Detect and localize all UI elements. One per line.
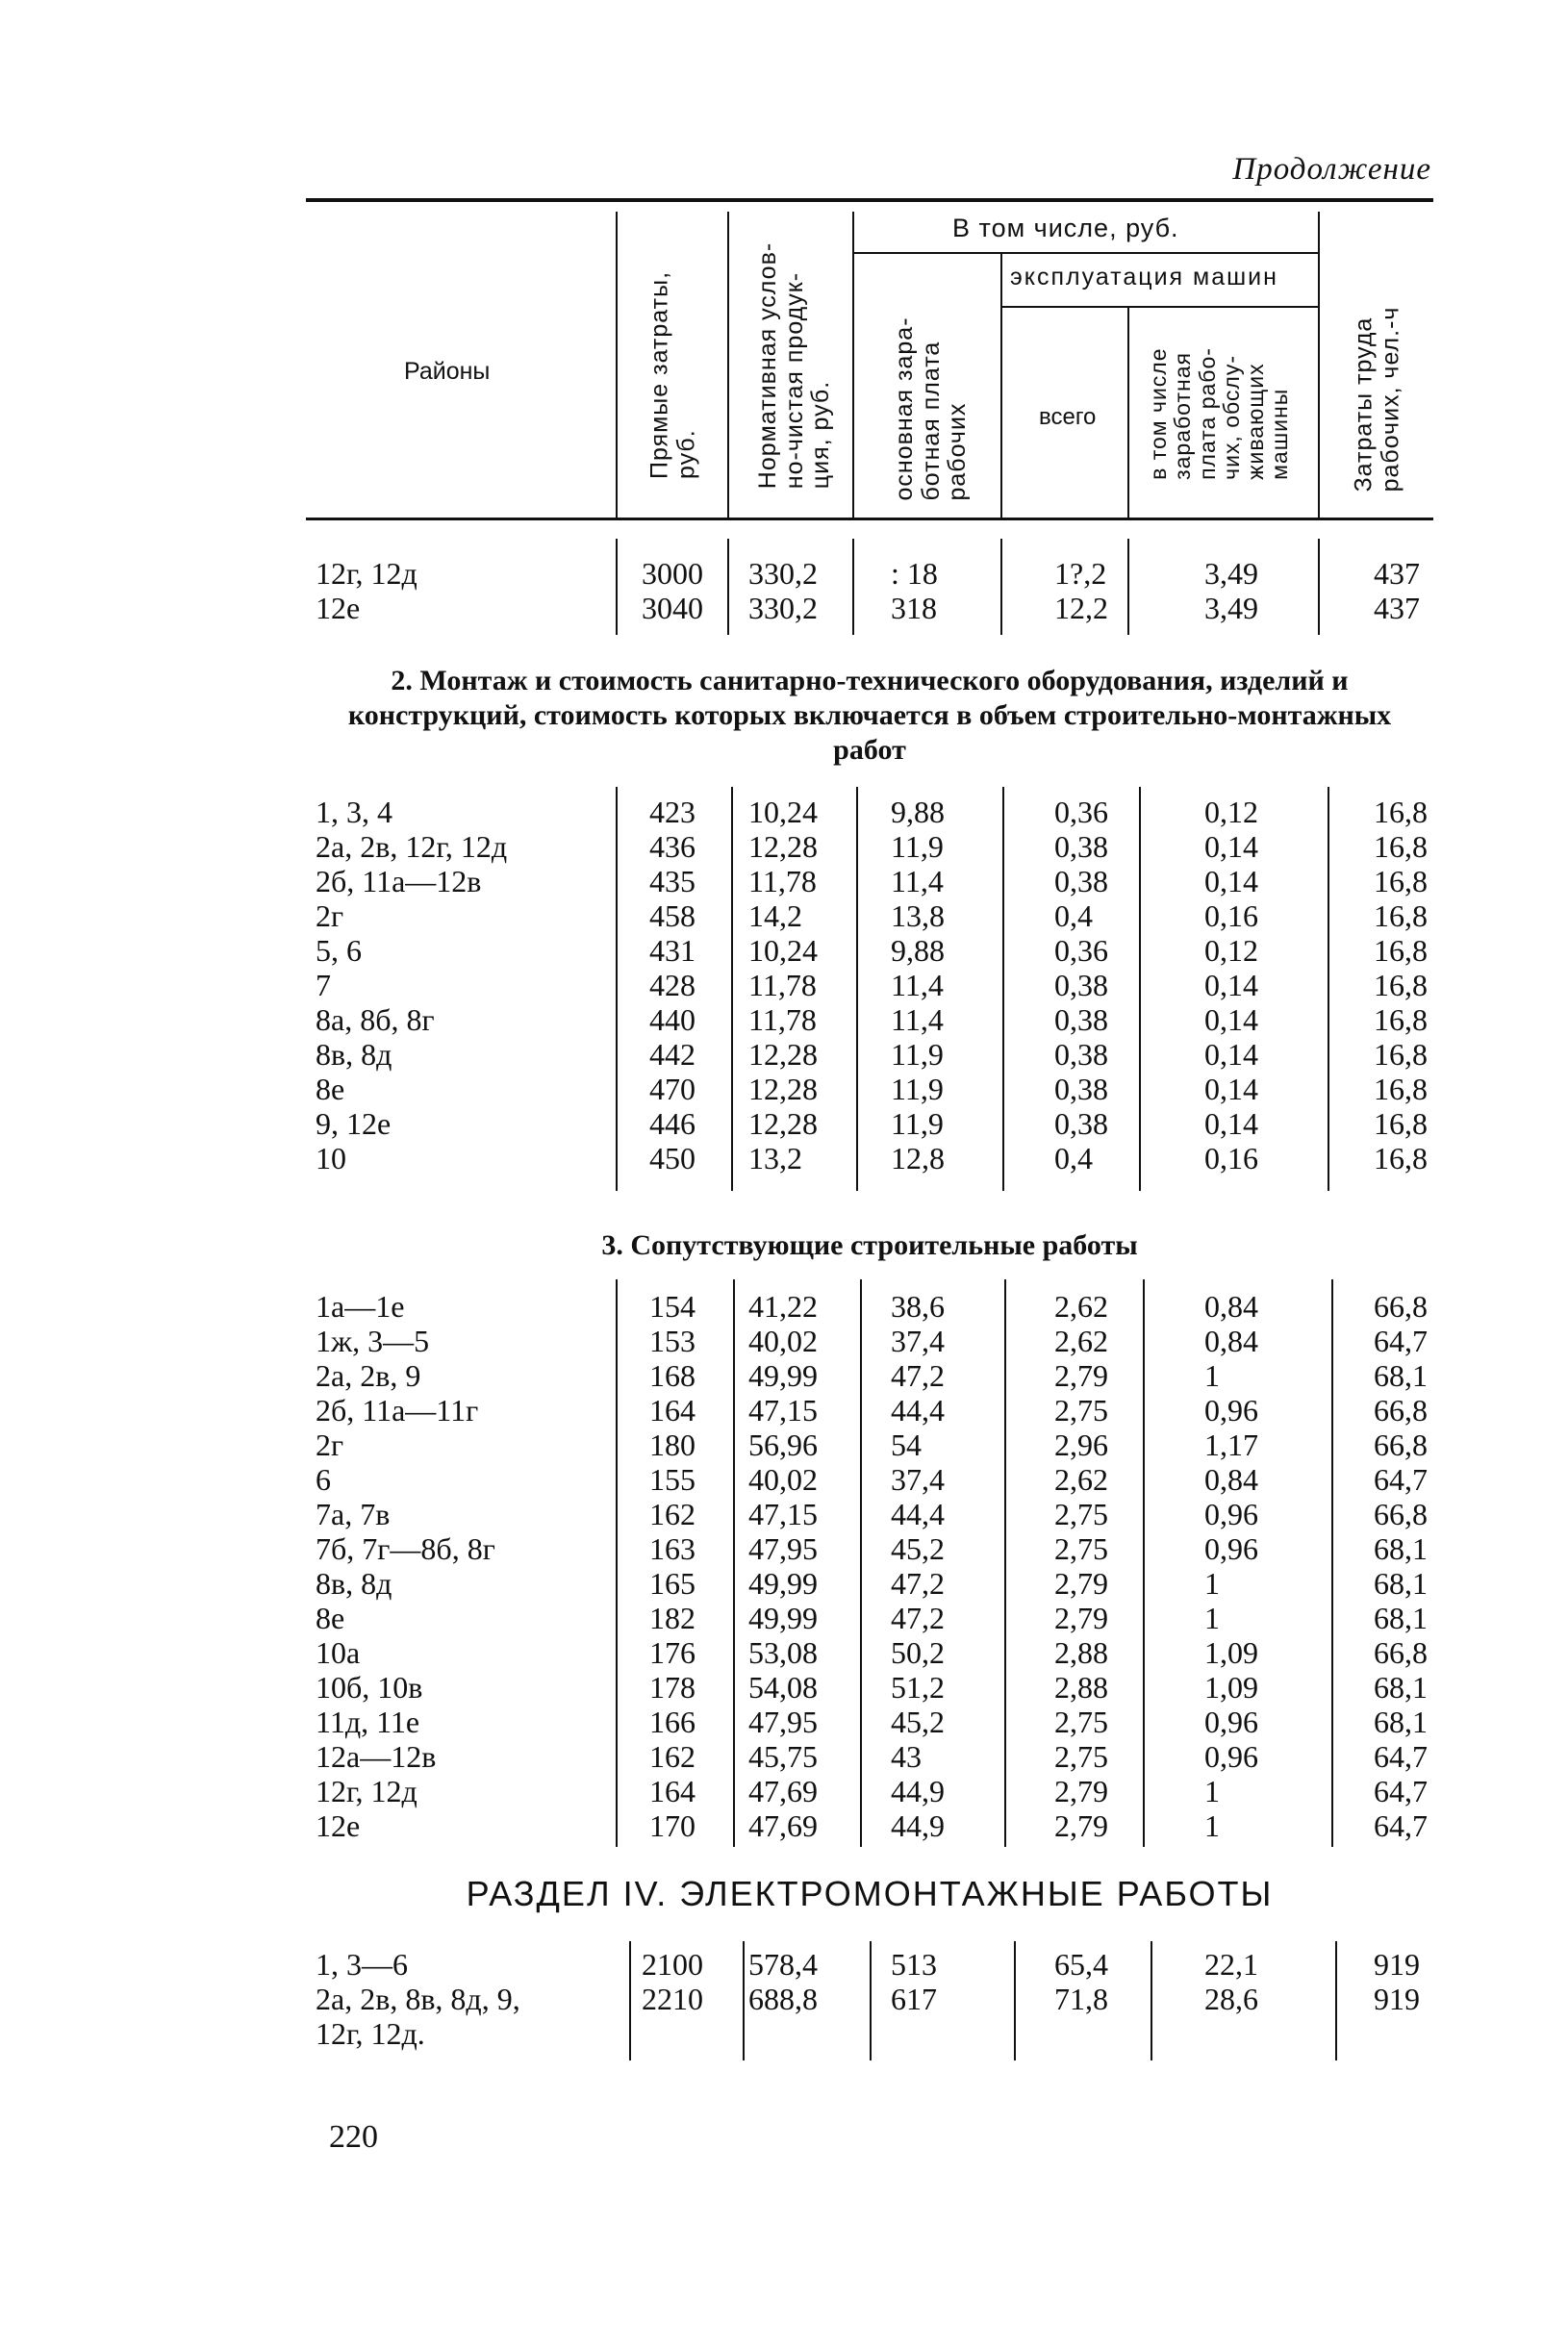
value-cell: 64,7 <box>1374 1774 1428 1808</box>
region-cell: 8в, 8д <box>316 1037 392 1072</box>
value-cell: 1 <box>1204 1808 1220 1843</box>
value-cell: 11,78 <box>748 864 817 898</box>
value-cell: 2,79 <box>1054 1774 1108 1808</box>
value-cell: 38,6 <box>891 1289 945 1324</box>
table-row <box>316 1705 1460 1739</box>
header-normativnaya: Нормативная услов- но-чистая продук- ция, руб. <box>753 241 834 490</box>
region-cell: 2а, 2в, 9 <box>316 1358 421 1393</box>
table-row <box>316 1037 1460 1072</box>
value-cell: 2210 <box>642 1982 703 2016</box>
region-cell: 12г, 12д <box>316 1774 417 1808</box>
value-cell: 166 <box>649 1705 695 1739</box>
value-cell: 47,95 <box>748 1705 818 1739</box>
value-cell: 50,2 <box>891 1635 945 1670</box>
value-cell: 0,38 <box>1054 864 1108 898</box>
value-cell: 40,02 <box>748 1324 818 1358</box>
header-bottom-rule <box>306 518 1433 520</box>
value-cell: 2,75 <box>1054 1739 1108 1774</box>
table-row <box>316 898 1460 933</box>
table-row <box>316 1358 1460 1393</box>
value-cell: 45,2 <box>891 1705 945 1739</box>
value-cell: 47,69 <box>748 1774 818 1808</box>
value-cell: 176 <box>649 1635 695 1670</box>
value-cell: 0,38 <box>1054 968 1108 1002</box>
value-cell: 0,14 <box>1204 1037 1258 1072</box>
region-cell: 1, 3—6 <box>316 1947 408 1982</box>
value-cell: 0,12 <box>1204 795 1258 829</box>
value-cell: 165 <box>649 1566 695 1601</box>
table-row <box>316 1393 1460 1428</box>
value-cell: 11,4 <box>891 1002 944 1037</box>
value-cell: 66,8 <box>1374 1428 1428 1462</box>
value-cell: 0,16 <box>1204 898 1258 933</box>
value-cell: 16,8 <box>1374 933 1428 968</box>
value-cell: 45,75 <box>748 1739 818 1774</box>
value-cell: 2100 <box>642 1947 703 1982</box>
value-cell: : 18 <box>891 556 938 591</box>
value-cell: 64,7 <box>1374 1739 1428 1774</box>
value-cell: 16,8 <box>1374 795 1428 829</box>
page-number: 220 <box>329 2119 378 2155</box>
value-cell: 44,9 <box>891 1774 945 1808</box>
value-cell: 16,8 <box>1374 829 1428 864</box>
table-row <box>316 829 1460 864</box>
value-cell: 45,2 <box>891 1531 945 1566</box>
value-cell: 2,62 <box>1054 1324 1108 1358</box>
value-cell: 44,4 <box>891 1393 945 1428</box>
region-cell: 1а—1е <box>316 1289 405 1324</box>
table-row <box>316 1531 1460 1566</box>
header-v-tom-chisle-zp: в том числе заработная плата рабо- чих, обслу- живающих машины <box>1146 347 1293 480</box>
value-cell: 617 <box>891 1982 937 2016</box>
region-cell: 1ж, 3—5 <box>316 1324 430 1358</box>
value-cell: 47,2 <box>891 1358 945 1393</box>
table-row <box>316 1601 1460 1635</box>
header-divider <box>1318 212 1320 518</box>
value-cell: 0,16 <box>1204 1141 1258 1175</box>
table-row <box>316 1566 1460 1601</box>
value-cell: 0,14 <box>1204 968 1258 1002</box>
value-cell: 2,79 <box>1054 1358 1108 1393</box>
header-v-tom-chisle: В том числе, руб. <box>952 214 1179 242</box>
table-row <box>316 1289 1460 1324</box>
table-row <box>316 1635 1460 1670</box>
value-cell <box>616 2016 729 2051</box>
value-cell: 154 <box>649 1289 695 1324</box>
value-cell: 0,96 <box>1204 1393 1258 1428</box>
value-cell: 423 <box>649 795 695 829</box>
value-cell: 47,2 <box>891 1601 945 1635</box>
value-cell: 37,4 <box>891 1462 945 1497</box>
value-cell: 330,2 <box>748 591 818 625</box>
region-cell: 8а, 8б, 8г <box>316 1002 435 1037</box>
value-cell <box>873 2016 1031 2051</box>
table-block-2 <box>316 795 1460 1175</box>
header-divider <box>616 212 618 518</box>
value-cell: 440 <box>649 1002 695 1037</box>
region-cell: 8е <box>316 1601 345 1635</box>
value-cell: 12,28 <box>748 1072 818 1106</box>
value-cell: 1,09 <box>1204 1670 1258 1705</box>
value-cell: 442 <box>649 1037 695 1072</box>
value-cell: 2,62 <box>1054 1462 1108 1497</box>
table-row <box>316 864 1460 898</box>
value-cell: 1 <box>1204 1774 1220 1808</box>
value-cell: 41,22 <box>748 1289 818 1324</box>
value-cell: 0,96 <box>1204 1531 1258 1566</box>
table-row <box>316 1982 1460 2016</box>
region-cell: 12г, 12д. <box>316 2016 425 2051</box>
value-cell: 12,28 <box>748 829 818 864</box>
table-row <box>316 1774 1460 1808</box>
header-subrule <box>852 252 1320 254</box>
value-cell: 2,79 <box>1054 1601 1108 1635</box>
value-cell: 0,4 <box>1054 898 1093 933</box>
value-cell: 164 <box>649 1774 695 1808</box>
value-cell: 2,79 <box>1054 1566 1108 1601</box>
table-row <box>316 1808 1460 1843</box>
table-row <box>316 795 1460 829</box>
value-cell: 47,69 <box>748 1808 818 1843</box>
value-cell: 0,14 <box>1204 1072 1258 1106</box>
value-cell: 0,38 <box>1054 1106 1108 1141</box>
region-cell: 10 <box>316 1141 346 1175</box>
value-cell: 47,95 <box>748 1531 818 1566</box>
value-cell: 436 <box>649 829 695 864</box>
region-cell: 2г <box>316 1428 344 1462</box>
header-subrule <box>1000 306 1318 308</box>
value-cell: 0,36 <box>1054 795 1108 829</box>
value-cell: 54 <box>891 1428 922 1462</box>
value-cell: 168 <box>649 1358 695 1393</box>
value-cell: 2,75 <box>1054 1531 1108 1566</box>
value-cell: 68,1 <box>1374 1670 1428 1705</box>
value-cell: 44,9 <box>891 1808 945 1843</box>
value-cell: 0,38 <box>1054 1072 1108 1106</box>
value-cell: 44,4 <box>891 1497 945 1531</box>
value-cell: 14,2 <box>748 898 802 933</box>
value-cell: 11,9 <box>891 1037 944 1072</box>
value-cell: 65,4 <box>1054 1947 1108 1982</box>
value-cell: 49,99 <box>748 1358 818 1393</box>
header-divider <box>1127 306 1129 518</box>
value-cell: 11,9 <box>891 829 944 864</box>
table-row <box>316 968 1460 1002</box>
value-cell: 64,7 <box>1374 1462 1428 1497</box>
section-title-3: 3. Сопутствующие строительные работы <box>601 1229 1138 1261</box>
value-cell: 2,88 <box>1054 1635 1108 1670</box>
value-cell <box>1031 2016 1170 2051</box>
value-cell: 64,7 <box>1374 1324 1428 1358</box>
value-cell: 10,24 <box>748 933 818 968</box>
table-row <box>316 1462 1460 1497</box>
table-row <box>316 1670 1460 1705</box>
value-cell: 3000 <box>642 556 703 591</box>
value-cell: 16,8 <box>1374 968 1428 1002</box>
region-cell: 12е <box>316 591 361 625</box>
value-cell: 0,14 <box>1204 1002 1258 1037</box>
value-cell: 49,99 <box>748 1566 818 1601</box>
value-cell: 688,8 <box>748 1982 818 2016</box>
value-cell: 12,2 <box>1054 591 1108 625</box>
value-cell: 2,75 <box>1054 1393 1108 1428</box>
value-cell: 470 <box>649 1072 695 1106</box>
table-block-4 <box>316 1947 1460 2051</box>
value-cell: 11,4 <box>891 968 944 1002</box>
header-rayony: Районы <box>404 358 491 385</box>
value-cell: 40,02 <box>748 1462 818 1497</box>
value-cell: 22,1 <box>1204 1947 1258 1982</box>
value-cell: 3,49 <box>1204 556 1258 591</box>
value-cell: 12,8 <box>891 1141 945 1175</box>
region-cell: 8в, 8д <box>316 1566 392 1601</box>
region-cell: 11д, 11е <box>316 1705 420 1739</box>
value-cell: 11,78 <box>748 1002 817 1037</box>
value-cell: 16,8 <box>1374 1072 1428 1106</box>
value-cell: 3040 <box>642 591 703 625</box>
value-cell: 66,8 <box>1374 1635 1428 1670</box>
value-cell: 0,84 <box>1204 1462 1258 1497</box>
region-cell: 7 <box>316 968 331 1002</box>
value-cell: 37,4 <box>891 1324 945 1358</box>
value-cell: 43 <box>891 1739 922 1774</box>
region-cell: 2б, 11а—12в <box>316 864 482 898</box>
value-cell: 54,08 <box>748 1670 818 1705</box>
region-cell: 1, 3, 4 <box>316 795 392 829</box>
value-cell: 0,84 <box>1204 1324 1258 1358</box>
table-row <box>316 1428 1460 1462</box>
table-row <box>316 933 1460 968</box>
table-row <box>316 1072 1460 1106</box>
header-divider <box>727 212 729 518</box>
region-cell: 12а—12в <box>316 1739 437 1774</box>
value-cell: 164 <box>649 1393 695 1428</box>
value-cell: 919 <box>1374 1947 1420 1982</box>
table-row <box>316 1947 1460 1982</box>
value-cell: 47,2 <box>891 1566 945 1601</box>
value-cell: 68,1 <box>1374 1566 1428 1601</box>
value-cell: 180 <box>649 1428 695 1462</box>
value-cell: 0,38 <box>1054 1037 1108 1072</box>
table-row <box>316 1002 1460 1037</box>
value-cell: 49,99 <box>748 1601 818 1635</box>
region-cell: 10а <box>316 1635 361 1670</box>
region-cell: 2б, 11а—11г <box>316 1393 479 1428</box>
value-cell: 16,8 <box>1374 864 1428 898</box>
value-cell: 16,8 <box>1374 1141 1428 1175</box>
table-row <box>316 1324 1460 1358</box>
value-cell: 318 <box>891 591 937 625</box>
value-cell: 330,2 <box>748 556 818 591</box>
top-rule <box>306 198 1433 202</box>
value-cell: 153 <box>649 1324 695 1358</box>
region-cell: 12г, 12д <box>316 556 417 591</box>
value-cell: 11,9 <box>891 1106 944 1141</box>
value-cell: 68,1 <box>1374 1358 1428 1393</box>
table-block-1 <box>316 556 1460 625</box>
value-cell: 9,88 <box>891 795 945 829</box>
value-cell: 1 <box>1204 1566 1220 1601</box>
region-cell: 6 <box>316 1462 331 1497</box>
value-cell: 0,12 <box>1204 933 1258 968</box>
table-row <box>316 2016 1460 2051</box>
value-cell: 2,79 <box>1054 1808 1108 1843</box>
value-cell: 66,8 <box>1374 1497 1428 1531</box>
value-cell: 155 <box>649 1462 695 1497</box>
value-cell: 578,4 <box>748 1947 818 1982</box>
value-cell: 68,1 <box>1374 1601 1428 1635</box>
table-row <box>316 591 1460 625</box>
value-cell: 0,96 <box>1204 1739 1258 1774</box>
region-cell: 2а, 2в, 12г, 12д <box>316 829 508 864</box>
region-cell: 2а, 2в, 8в, 8д, 9, <box>316 1982 520 2016</box>
value-cell: 450 <box>649 1141 695 1175</box>
region-cell: 5, 6 <box>316 933 362 968</box>
value-cell: 68,1 <box>1374 1531 1428 1566</box>
value-cell: 0,14 <box>1204 829 1258 864</box>
value-cell: 0,84 <box>1204 1289 1258 1324</box>
value-cell: 0,14 <box>1204 864 1258 898</box>
value-cell: 458 <box>649 898 695 933</box>
region-cell: 7а, 7в <box>316 1497 391 1531</box>
table-row <box>316 1739 1460 1774</box>
value-cell <box>1351 2016 1460 2051</box>
value-cell: 51,2 <box>891 1670 945 1705</box>
value-cell: 0,96 <box>1204 1705 1258 1739</box>
value-cell: 47,15 <box>748 1393 818 1428</box>
value-cell: 16,8 <box>1374 1037 1428 1072</box>
value-cell: 2,75 <box>1054 1705 1108 1739</box>
value-cell <box>729 2016 873 2051</box>
table-row <box>316 1141 1460 1175</box>
value-cell: 0,38 <box>1054 829 1108 864</box>
value-cell: 68,1 <box>1374 1705 1428 1739</box>
value-cell: 53,08 <box>748 1635 818 1670</box>
value-cell: 170 <box>649 1808 695 1843</box>
header-zatraty-truda: Затраты труда рабочих, чел.-ч <box>1350 306 1404 493</box>
value-cell: 11,78 <box>748 968 817 1002</box>
value-cell: 10,24 <box>748 795 818 829</box>
header-vsego: всего <box>1039 404 1097 430</box>
value-cell: 13,8 <box>891 898 945 933</box>
value-cell: 47,15 <box>748 1497 818 1531</box>
value-cell: 162 <box>649 1739 695 1774</box>
table-row <box>316 1106 1460 1141</box>
value-cell: 163 <box>649 1531 695 1566</box>
value-cell: 16,8 <box>1374 898 1428 933</box>
razdel-title: РАЗДЕЛ IV. ЭЛЕКТРОМОНТАЖНЫЕ РАБОТЫ <box>466 1874 1274 1913</box>
header-osnovnaya: основная зара- ботная плата рабочих <box>890 316 971 501</box>
region-cell: 7б, 7г—8б, 8г <box>316 1531 495 1566</box>
table-block-3 <box>316 1289 1460 1843</box>
header-ekspluatatsiya: эксплуатация машин <box>1010 264 1278 291</box>
value-cell: 2,88 <box>1054 1670 1108 1705</box>
value-cell: 428 <box>649 968 695 1002</box>
continuation-label: Продолжение <box>1232 152 1431 187</box>
header-pryamye: Прямые затраты, руб. <box>645 270 699 480</box>
region-cell: 2г <box>316 898 344 933</box>
header-divider <box>852 212 854 518</box>
value-cell: 56,96 <box>748 1428 818 1462</box>
value-cell: 435 <box>649 864 695 898</box>
value-cell: 13,2 <box>748 1141 802 1175</box>
value-cell: 919 <box>1374 1982 1420 2016</box>
value-cell: 64,7 <box>1374 1808 1428 1843</box>
value-cell: 162 <box>649 1497 695 1531</box>
value-cell: 71,8 <box>1054 1982 1108 2016</box>
value-cell: 178 <box>649 1670 695 1705</box>
value-cell: 0,36 <box>1054 933 1108 968</box>
region-cell: 9, 12е <box>316 1106 392 1141</box>
value-cell: 182 <box>649 1601 695 1635</box>
value-cell: 1,17 <box>1204 1428 1258 1462</box>
value-cell: 1 <box>1204 1601 1220 1635</box>
table-row <box>316 1497 1460 1531</box>
value-cell: 437 <box>1374 556 1420 591</box>
value-cell: 12,28 <box>748 1037 818 1072</box>
value-cell: 1?,2 <box>1054 556 1107 591</box>
value-cell: 11,4 <box>891 864 944 898</box>
table-row <box>316 556 1460 591</box>
value-cell: 513 <box>891 1947 937 1982</box>
value-cell: 28,6 <box>1204 1982 1258 2016</box>
value-cell: 431 <box>649 933 695 968</box>
value-cell: 66,8 <box>1374 1289 1428 1324</box>
value-cell: 2,62 <box>1054 1289 1108 1324</box>
value-cell: 0,14 <box>1204 1106 1258 1141</box>
value-cell: 11,9 <box>891 1072 944 1106</box>
value-cell: 3,49 <box>1204 591 1258 625</box>
region-cell: 12е <box>316 1808 361 1843</box>
value-cell: 0,4 <box>1054 1141 1093 1175</box>
value-cell: 446 <box>649 1106 695 1141</box>
value-cell: 12,28 <box>748 1106 818 1141</box>
region-cell: 10б, 10в <box>316 1670 423 1705</box>
value-cell: 9,88 <box>891 933 945 968</box>
value-cell: 16,8 <box>1374 1106 1428 1141</box>
value-cell: 1,09 <box>1204 1635 1258 1670</box>
value-cell: 0,38 <box>1054 1002 1108 1037</box>
header-divider <box>1000 252 1002 518</box>
value-cell: 16,8 <box>1374 1002 1428 1037</box>
value-cell: 437 <box>1374 591 1420 625</box>
value-cell <box>1170 2016 1351 2051</box>
value-cell: 2,75 <box>1054 1497 1108 1531</box>
region-cell: 8е <box>316 1072 345 1106</box>
value-cell: 2,96 <box>1054 1428 1108 1462</box>
value-cell: 1 <box>1204 1358 1220 1393</box>
section-title-2: 2. Монтаж и стоимость санитарно-технического оборудования, изделий и конструкций, стоимость которых включается в объем строительно-монтажных работ <box>347 665 1392 766</box>
value-cell: 0,96 <box>1204 1497 1258 1531</box>
value-cell: 66,8 <box>1374 1393 1428 1428</box>
